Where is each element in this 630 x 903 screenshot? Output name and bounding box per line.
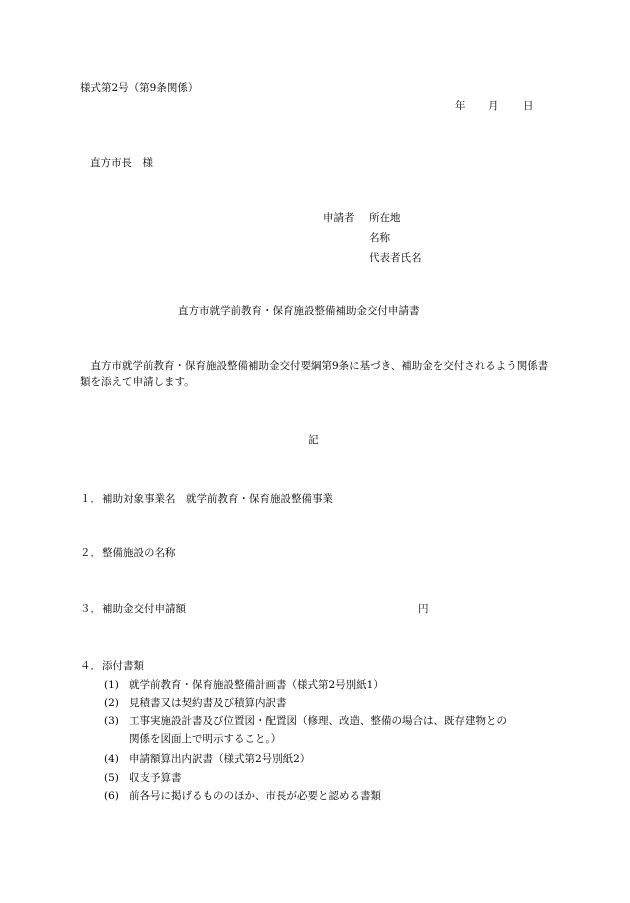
attachment-5-text: 収支予算書 bbox=[129, 772, 182, 784]
body-paragraph: 直方市就学前教育・保育施設整備補助金交付要綱第9条に基づき、補助金を交付されるよう関係書類を添えて申請します。 bbox=[80, 360, 549, 389]
address-label: 所在地 bbox=[369, 212, 401, 224]
attachment-1-text: 就学前教育・保育施設整備計画書（様式第2号別紙1） bbox=[129, 679, 384, 691]
form-number: 様式第2号（第9条関係） bbox=[80, 82, 199, 94]
item-3 bbox=[80, 601, 186, 617]
attachment-6-number: (6) bbox=[104, 790, 119, 802]
attachment-3-text: 工事実施設計書及び位置図・配置図（修理、改造、整備の場合は、既存建物との bbox=[129, 715, 507, 727]
attachment-6 bbox=[104, 788, 381, 804]
date-year-label: 年 bbox=[455, 100, 466, 112]
document-title: 直方市就学前教育・保育施設整備補助金交付申請書 bbox=[178, 305, 420, 317]
item-2-number: ２． bbox=[80, 547, 101, 559]
addressee: 直方市長 様 bbox=[90, 157, 153, 169]
ki-heading: 記 bbox=[308, 434, 319, 446]
date-day-label: 日 bbox=[523, 100, 534, 112]
attachment-5-number: (5) bbox=[104, 772, 119, 784]
representative-label: 代表者氏名 bbox=[369, 252, 422, 264]
applicant-role: 申請者 bbox=[323, 212, 355, 224]
applicant-block bbox=[323, 210, 422, 270]
attachment-4 bbox=[104, 751, 310, 767]
attachment-5 bbox=[104, 770, 182, 786]
item-3-number: ３． bbox=[80, 603, 101, 615]
item-4 bbox=[80, 658, 144, 674]
item-2 bbox=[80, 545, 176, 561]
attachment-6-text: 前各号に掲げるもののほか、市長が必要と認める書類 bbox=[129, 790, 381, 802]
attachment-2-text: 見積書又は契約書及び積算内訳書 bbox=[129, 697, 287, 709]
attachment-2-number: (2) bbox=[104, 697, 119, 709]
date-month-label: 月 bbox=[488, 100, 499, 112]
item-4-label: 添付書類 bbox=[102, 660, 144, 672]
item-1 bbox=[80, 491, 333, 507]
item-2-label: 整備施設の名称 bbox=[102, 547, 176, 559]
item-3-unit: 円 bbox=[418, 603, 429, 615]
name-label: 名称 bbox=[369, 232, 390, 244]
attachment-4-number: (4) bbox=[104, 753, 119, 765]
item-1-number: １． bbox=[80, 493, 101, 505]
attachment-2 bbox=[104, 695, 287, 711]
attachment-4-text: 申請額算出内訳書（様式第2号別紙2） bbox=[129, 753, 311, 765]
attachment-3-continuation: 関係を図面上で明示すること。） bbox=[129, 733, 282, 745]
item-3-label: 補助金交付申請額 bbox=[102, 603, 186, 615]
attachment-3 bbox=[104, 713, 507, 745]
attachment-1-number: (1) bbox=[104, 679, 119, 691]
item-4-number: ４． bbox=[80, 660, 101, 672]
attachment-3-number: (3) bbox=[104, 715, 119, 727]
attachment-1 bbox=[104, 677, 384, 693]
item-1-label: 補助対象事業名 就学前教育・保育施設整備事業 bbox=[102, 493, 333, 505]
